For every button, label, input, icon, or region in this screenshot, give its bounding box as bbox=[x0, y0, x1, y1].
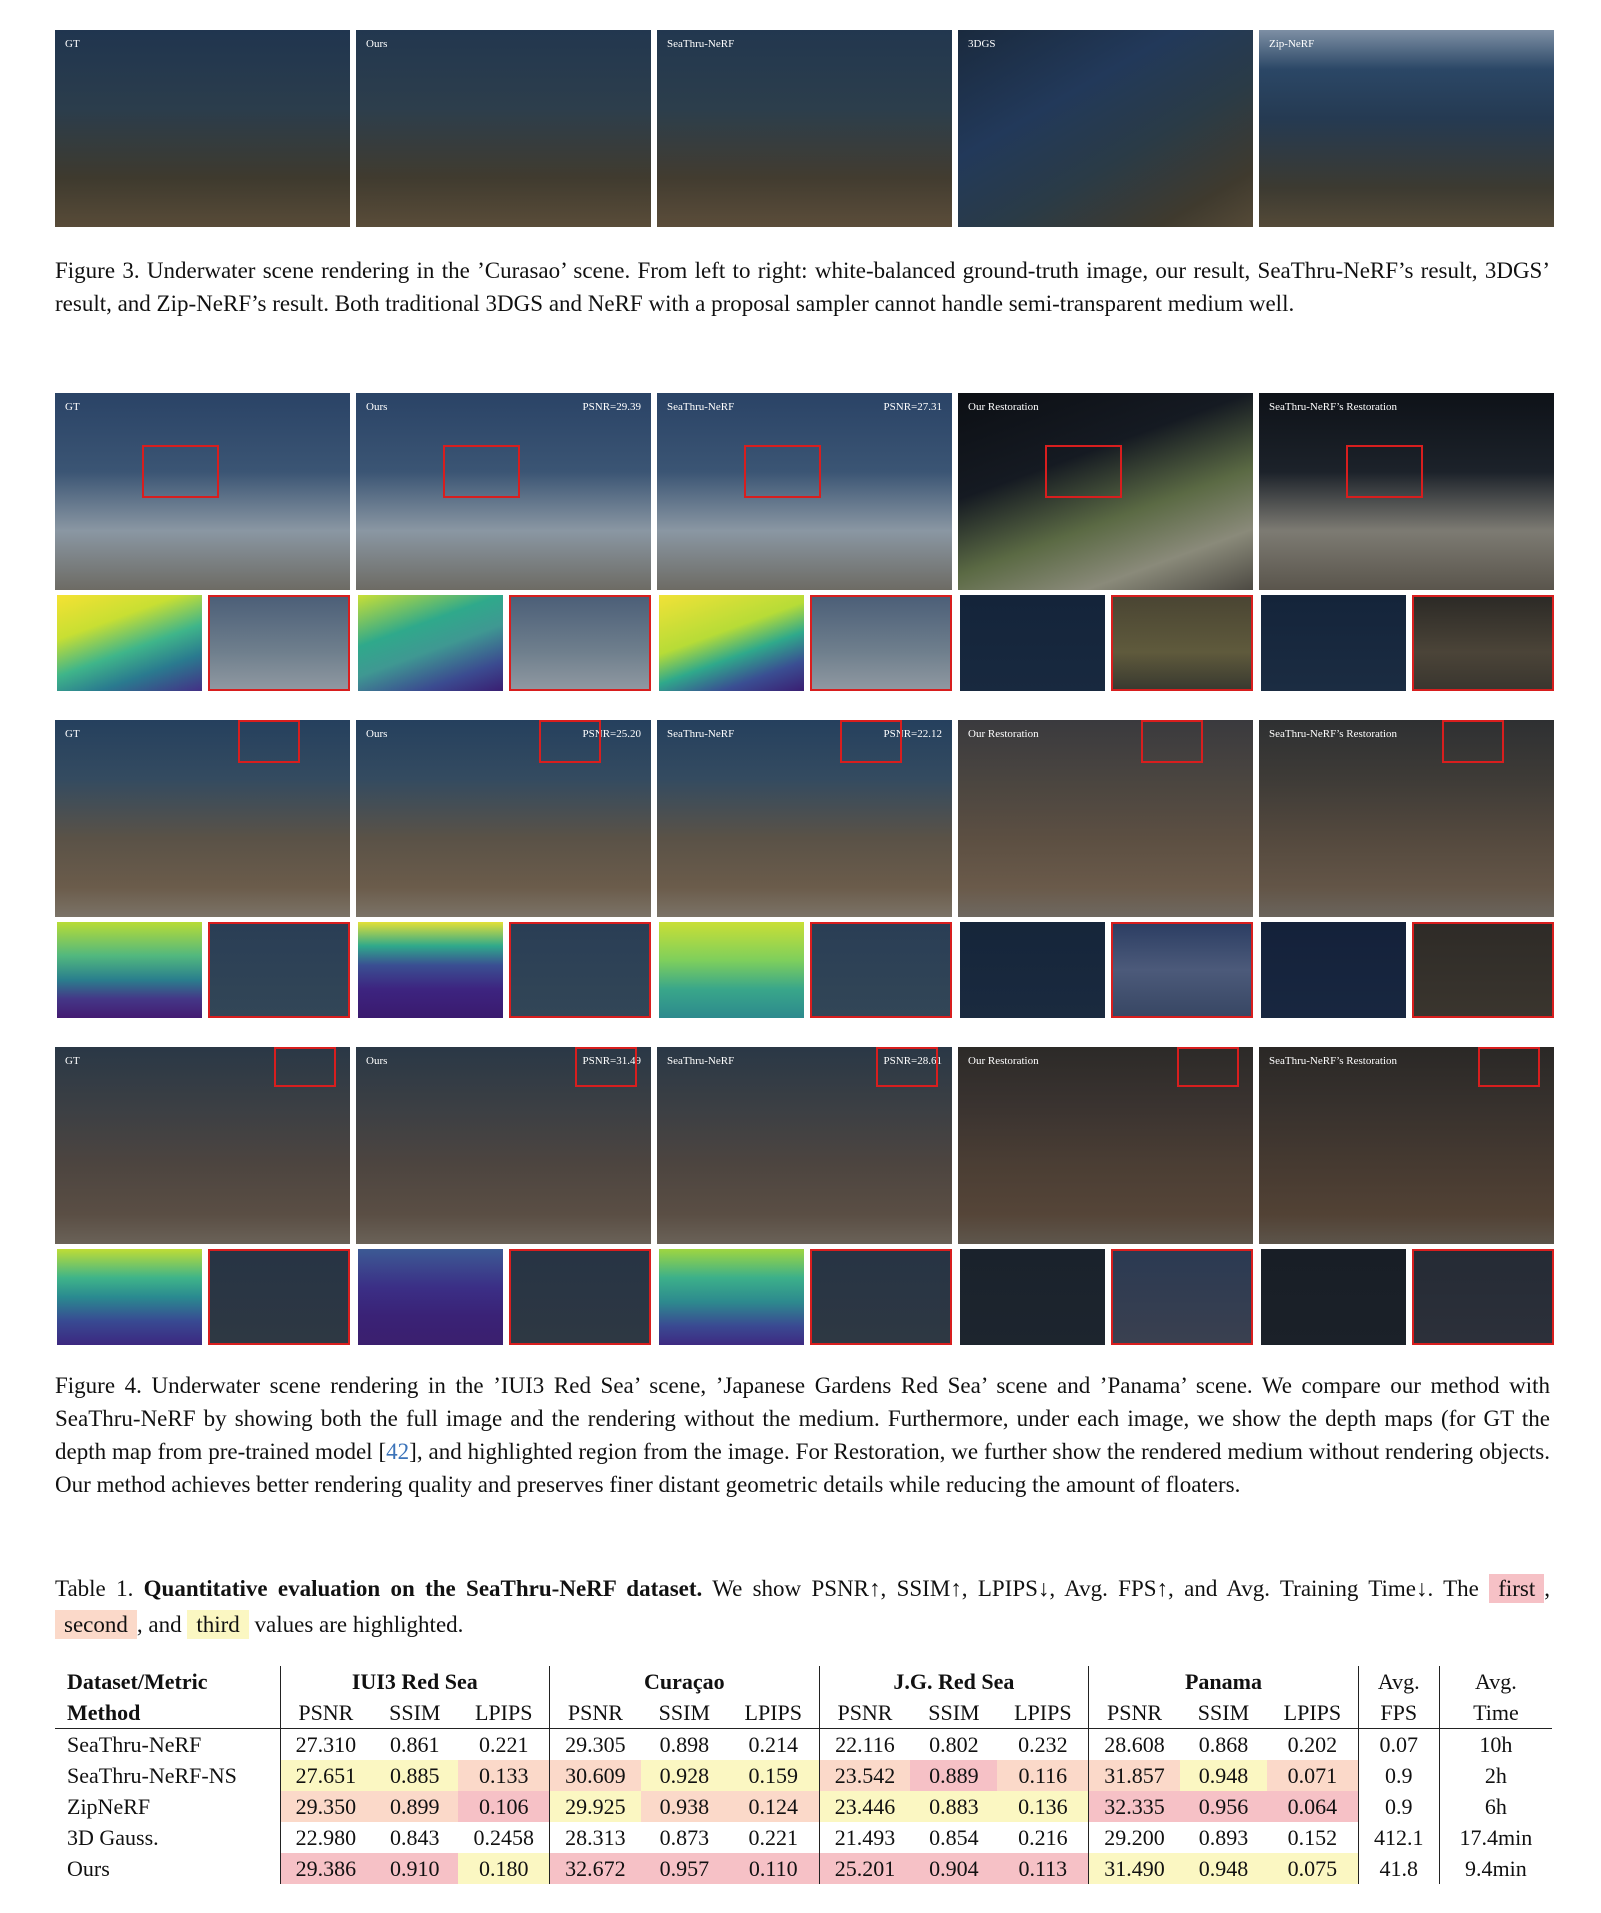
metric-cell: 0.889 bbox=[910, 1760, 997, 1791]
fig4-r3-psnr-ours: PSNR=31.49 bbox=[582, 1055, 641, 1067]
fig4-r3-depth-gt bbox=[57, 1249, 202, 1345]
table-row bbox=[55, 1822, 1552, 1853]
metric-cell: 0.221 bbox=[458, 1729, 549, 1761]
fig4-r3-highlight-box bbox=[1177, 1047, 1239, 1087]
metric-cell: 23.446 bbox=[819, 1791, 910, 1822]
fig3-panel-gt bbox=[55, 30, 350, 227]
time-cell: 6h bbox=[1484, 1793, 1507, 1819]
fig4-r1-psnr-ours: PSNR=29.39 bbox=[582, 401, 641, 413]
fig4-r2-highlight-box bbox=[1141, 720, 1203, 763]
fig3-label-ours: Ours bbox=[366, 38, 388, 50]
fig4-r3-depth-seathru bbox=[659, 1249, 804, 1345]
fig4-r2-psnr-ours: PSNR=25.20 bbox=[582, 728, 641, 740]
fig4-r2-label-seathru-restoration: SeaThru-NeRF’s Restoration bbox=[1269, 728, 1398, 740]
fig4-r1-crop-gt bbox=[208, 595, 350, 691]
legend-second: second bbox=[55, 1610, 137, 1639]
metric-cell: 29.350 bbox=[280, 1791, 371, 1822]
fig4-r2-highlight-box bbox=[840, 720, 902, 763]
legend-first: first bbox=[1489, 1574, 1544, 1603]
metric-cell: 31.857 bbox=[1089, 1760, 1180, 1791]
metric-cell: 29.386 bbox=[280, 1853, 371, 1884]
fig4-r1-label-ours: Ours bbox=[366, 401, 388, 413]
fig4-r3-psnr-seathru: PSNR=28.61 bbox=[883, 1055, 942, 1067]
table-header-row-1: Dataset/Metric IUI3 Red Sea Curaçao J.G. Red Sea Panama Avg. Avg. bbox=[55, 1666, 1552, 1697]
metric-cell: 0.854 bbox=[929, 1824, 979, 1850]
metric-cell: 0.071 bbox=[1267, 1760, 1358, 1791]
method-cell: SeaThru-NeRF bbox=[55, 1729, 280, 1761]
fig4-r3-medium-ours bbox=[960, 1249, 1105, 1345]
fig4-r3-label-ours: Ours bbox=[366, 1055, 388, 1067]
metric-cell: 0.232 bbox=[997, 1729, 1088, 1761]
metric-cell: 0.910 bbox=[371, 1853, 458, 1884]
fig4-r3-label-seathru: SeaThru-NeRF bbox=[667, 1055, 735, 1067]
metric-cell: 21.493 bbox=[834, 1824, 896, 1850]
fig4-r2-crop-seathru-restoration bbox=[1412, 922, 1554, 1018]
citation-link[interactable]: 42 bbox=[386, 1439, 410, 1464]
fps-cell: 0.9 bbox=[1358, 1791, 1439, 1822]
metric-cell: 0.843 bbox=[390, 1824, 440, 1850]
fig4-r3-highlight-box bbox=[575, 1047, 637, 1087]
fig4-r3-label-our-restoration: Our Restoration bbox=[968, 1055, 1039, 1067]
table-row bbox=[55, 1729, 1552, 1761]
fig4-r1-ours bbox=[356, 393, 651, 590]
metric-cell: 31.490 bbox=[1089, 1853, 1180, 1884]
metric-cell: 0.221 bbox=[728, 1822, 819, 1853]
metric-cell: 0.136 bbox=[997, 1791, 1088, 1822]
metric-cell: 29.305 bbox=[565, 1731, 626, 1757]
fig4-r1-label-seathru: SeaThru-NeRF bbox=[667, 401, 735, 413]
fig4-r1-depth-ours bbox=[358, 595, 503, 691]
time-cell: 17.4min bbox=[1459, 1824, 1533, 1850]
metric-cell: 29.200 bbox=[1104, 1824, 1165, 1850]
metric-cell: 0.802 bbox=[929, 1731, 979, 1757]
fig4-r2-seathru bbox=[657, 720, 952, 917]
fig3-panel-zipnerf bbox=[1259, 30, 1554, 227]
method-cell: SeaThru-NeRF-NS bbox=[55, 1760, 280, 1791]
time-cell: 9.4min bbox=[1465, 1855, 1527, 1881]
metric-cell: 0.873 bbox=[659, 1824, 710, 1850]
fig4-r2-highlight-box bbox=[539, 720, 601, 763]
results-table bbox=[55, 1666, 1552, 1884]
fig4-r2-medium-seathru bbox=[1261, 922, 1406, 1018]
fig4-r2-depth-ours bbox=[358, 922, 503, 1018]
fig4-r2-highlight-box bbox=[238, 720, 300, 763]
fig3-panel-seathru bbox=[657, 30, 952, 227]
fig4-r1-psnr-seathru: PSNR=27.31 bbox=[883, 401, 942, 413]
fig4-r1-crop-seathru-restoration bbox=[1412, 595, 1554, 691]
metric-cell: 0.868 bbox=[1198, 1731, 1249, 1757]
fig4-r2-crop-seathru bbox=[810, 922, 952, 1018]
metric-cell: 0.116 bbox=[997, 1760, 1088, 1791]
fig4-r2-label-gt: GT bbox=[65, 728, 80, 740]
time-cell: 2h bbox=[1484, 1762, 1507, 1788]
method-cell: ZipNeRF bbox=[55, 1791, 280, 1822]
fig4-r2-label-ours: Ours bbox=[366, 728, 388, 740]
metric-cell: 0.133 bbox=[458, 1760, 549, 1791]
metric-cell: 0.113 bbox=[997, 1853, 1088, 1884]
metric-cell: 0.106 bbox=[458, 1791, 549, 1822]
fig3-panel-3dgs bbox=[958, 30, 1253, 227]
method-cell: 3D Gauss. bbox=[55, 1822, 280, 1853]
fig4-r2-our-restoration bbox=[958, 720, 1253, 917]
metric-cell: 25.201 bbox=[819, 1853, 910, 1884]
fig3-label-seathru: SeaThru-NeRF bbox=[667, 38, 735, 50]
fig4-r2-label-seathru: SeaThru-NeRF bbox=[667, 728, 735, 740]
fig4-r1-highlight-box bbox=[1045, 445, 1122, 498]
metric-cell: 0.899 bbox=[371, 1791, 458, 1822]
fig4-r3-crop-seathru bbox=[810, 1249, 952, 1345]
fig4-r2-label-our-restoration: Our Restoration bbox=[968, 728, 1039, 740]
metric-cell: 0.214 bbox=[728, 1729, 819, 1761]
fig4-r3-our-restoration bbox=[958, 1047, 1253, 1244]
metric-cell: 32.672 bbox=[550, 1853, 641, 1884]
fig4-r1-medium-ours bbox=[960, 595, 1105, 691]
metric-cell: 0.957 bbox=[641, 1853, 728, 1884]
fig4-r3-highlight-box bbox=[1478, 1047, 1540, 1087]
metric-cell: 0.159 bbox=[728, 1760, 819, 1791]
metric-cell: 29.925 bbox=[550, 1791, 641, 1822]
metric-cell: 0.938 bbox=[641, 1791, 728, 1822]
fig4-r2-crop-our-restoration bbox=[1111, 922, 1253, 1018]
fig4-r2-gt bbox=[55, 720, 350, 917]
table1-caption: Table 1. Quantitative evaluation on the SeaThru-NeRF dataset. We show PSNR↑, SSIM↑, LPIPS↓, Avg. FPS↑, and Avg. Training Time↓. The first , second , and third values are highlighted. bbox=[55, 1576, 1550, 1637]
table-row bbox=[55, 1760, 1552, 1791]
metric-cell: 23.542 bbox=[819, 1760, 910, 1791]
fig4-r3-label-gt: GT bbox=[65, 1055, 80, 1067]
metric-cell: 0.928 bbox=[641, 1760, 728, 1791]
metric-cell: 0.898 bbox=[659, 1731, 710, 1757]
metric-cell: 0.124 bbox=[728, 1791, 819, 1822]
fig4-r1-crop-ours bbox=[509, 595, 651, 691]
metric-cell: 0.2458 bbox=[458, 1822, 549, 1853]
metric-cell: 0.948 bbox=[1180, 1853, 1267, 1884]
fig4-r3-depth-ours bbox=[358, 1249, 503, 1345]
fig4-r3-label-seathru-restoration: SeaThru-NeRF’s Restoration bbox=[1269, 1055, 1398, 1067]
fps-cell: 0.9 bbox=[1358, 1760, 1439, 1791]
metric-cell: 0.948 bbox=[1180, 1760, 1267, 1791]
legend-third: third bbox=[187, 1610, 248, 1639]
fig4-r1-seathru bbox=[657, 393, 952, 590]
fig4-r3-highlight-box bbox=[274, 1047, 336, 1087]
metric-cell: 30.609 bbox=[550, 1760, 641, 1791]
table-row bbox=[55, 1791, 1552, 1822]
metric-cell: 32.335 bbox=[1089, 1791, 1180, 1822]
fig4-r2-ours bbox=[356, 720, 651, 917]
fig4-r3-seathru bbox=[657, 1047, 952, 1244]
figure4-caption: Figure 4. Underwater scene rendering in the ’IUI3 Red Sea’ scene, ’Japanese Gardens Red Sea’ scene and ’Panama’ scene. We compare our method with SeaThru-NeRF by showing both the full image and the rendering without the medium. Furthermore, under each image, we show the depth maps (for GT the depth map from pre-trained model [42], and highlighted region from the image. For Restoration, we further show the rendered medium without rendering objects. Our method achieves better rendering quality and preserves finer distant geometric details while reducing the amount of floaters. bbox=[55, 1373, 1550, 1497]
metric-cell: 27.651 bbox=[280, 1760, 371, 1791]
metric-cell: 0.152 bbox=[1267, 1822, 1358, 1853]
fig4-r2-psnr-seathru: PSNR=22.12 bbox=[883, 728, 942, 740]
metric-cell: 22.980 bbox=[295, 1824, 357, 1850]
table-header-row-2: Method PSNR SSIM LPIPS PSNR SSIM LPIPS PSNR SSIM LPIPS PSNR SSIM LPIPS FPS Time bbox=[55, 1697, 1552, 1729]
fig4-r1-depth-gt bbox=[57, 595, 202, 691]
fig4-r3-seathru-restoration bbox=[1259, 1047, 1554, 1244]
fig4-r2-crop-ours bbox=[509, 922, 651, 1018]
fig3-label-gt: GT bbox=[65, 38, 80, 50]
fig4-r1-highlight-box bbox=[744, 445, 821, 498]
metric-cell: 28.608 bbox=[1104, 1731, 1165, 1757]
fig4-r1-label-gt: GT bbox=[65, 401, 80, 413]
fig4-r1-label-seathru-restoration: SeaThru-NeRF’s Restoration bbox=[1269, 401, 1398, 413]
fig4-r1-our-restoration bbox=[958, 393, 1253, 590]
fig4-r1-crop-seathru bbox=[810, 595, 952, 691]
metric-cell: 0.064 bbox=[1267, 1791, 1358, 1822]
fig4-r2-highlight-box bbox=[1442, 720, 1504, 763]
fig4-r3-crop-seathru-restoration bbox=[1412, 1249, 1554, 1345]
metric-cell: 27.310 bbox=[295, 1731, 357, 1757]
fig4-r2-seathru-restoration bbox=[1259, 720, 1554, 917]
metric-cell: 28.313 bbox=[565, 1824, 626, 1850]
metric-cell: 0.110 bbox=[728, 1853, 819, 1884]
fig4-r3-crop-gt bbox=[208, 1249, 350, 1345]
fig4-r1-highlight-box bbox=[142, 445, 219, 498]
metric-cell: 0.904 bbox=[910, 1853, 997, 1884]
fig4-r1-highlight-box bbox=[443, 445, 520, 498]
fig3-label-3dgs: 3DGS bbox=[968, 38, 996, 50]
metric-cell: 0.202 bbox=[1267, 1729, 1358, 1761]
metric-cell: 0.956 bbox=[1180, 1791, 1267, 1822]
fig4-r3-crop-ours bbox=[509, 1249, 651, 1345]
fig4-r3-crop-our-restoration bbox=[1111, 1249, 1253, 1345]
metric-cell: 0.180 bbox=[458, 1853, 549, 1884]
fig3-label-zipnerf: Zip-NeRF bbox=[1269, 38, 1315, 50]
fig4-r2-medium-ours bbox=[960, 922, 1105, 1018]
fig4-r1-label-our-restoration: Our Restoration bbox=[968, 401, 1039, 413]
fig4-r1-gt bbox=[55, 393, 350, 590]
fig4-r1-highlight-box bbox=[1346, 445, 1423, 498]
fig4-r2-depth-gt bbox=[57, 922, 202, 1018]
metric-cell: 0.216 bbox=[997, 1822, 1088, 1853]
metric-cell: 22.116 bbox=[835, 1731, 895, 1757]
figure3-caption: Figure 3. Underwater scene rendering in the ’Curasao’ scene. From left to right: white-balanced ground-truth image, our result, SeaThru-NeRF’s result, 3DGS’ result, and Zip-NeRF’s result. Both traditional 3DGS and NeRF with a proposal sampler cannot handle semi-transparent medium well. bbox=[55, 258, 1550, 316]
fig4-r1-crop-our-restoration bbox=[1111, 595, 1253, 691]
time-cell: 10h bbox=[1479, 1731, 1513, 1757]
metric-cell: 0.861 bbox=[390, 1731, 440, 1757]
fig4-r3-gt bbox=[55, 1047, 350, 1244]
fig4-r3-highlight-box bbox=[876, 1047, 938, 1087]
fig4-r1-depth-seathru bbox=[659, 595, 804, 691]
fig4-r2-depth-seathru bbox=[659, 922, 804, 1018]
metric-cell: 0.075 bbox=[1267, 1853, 1358, 1884]
metric-cell: 0.885 bbox=[371, 1760, 458, 1791]
metric-cell: 0.883 bbox=[910, 1791, 997, 1822]
fig4-r1-seathru-restoration bbox=[1259, 393, 1554, 590]
fig4-r1-medium-seathru bbox=[1261, 595, 1406, 691]
metric-cell: 0.893 bbox=[1198, 1824, 1249, 1850]
fig3-panel-ours bbox=[356, 30, 651, 227]
fps-cell: 41.8 bbox=[1358, 1853, 1439, 1884]
table-row bbox=[55, 1853, 1552, 1884]
fps-cell: 0.07 bbox=[1358, 1729, 1439, 1761]
fps-cell: 412.1 bbox=[1358, 1822, 1439, 1853]
fig4-r2-crop-gt bbox=[208, 922, 350, 1018]
fig4-r3-ours bbox=[356, 1047, 651, 1244]
fig4-r3-medium-seathru bbox=[1261, 1249, 1406, 1345]
method-cell: Ours bbox=[55, 1853, 280, 1884]
